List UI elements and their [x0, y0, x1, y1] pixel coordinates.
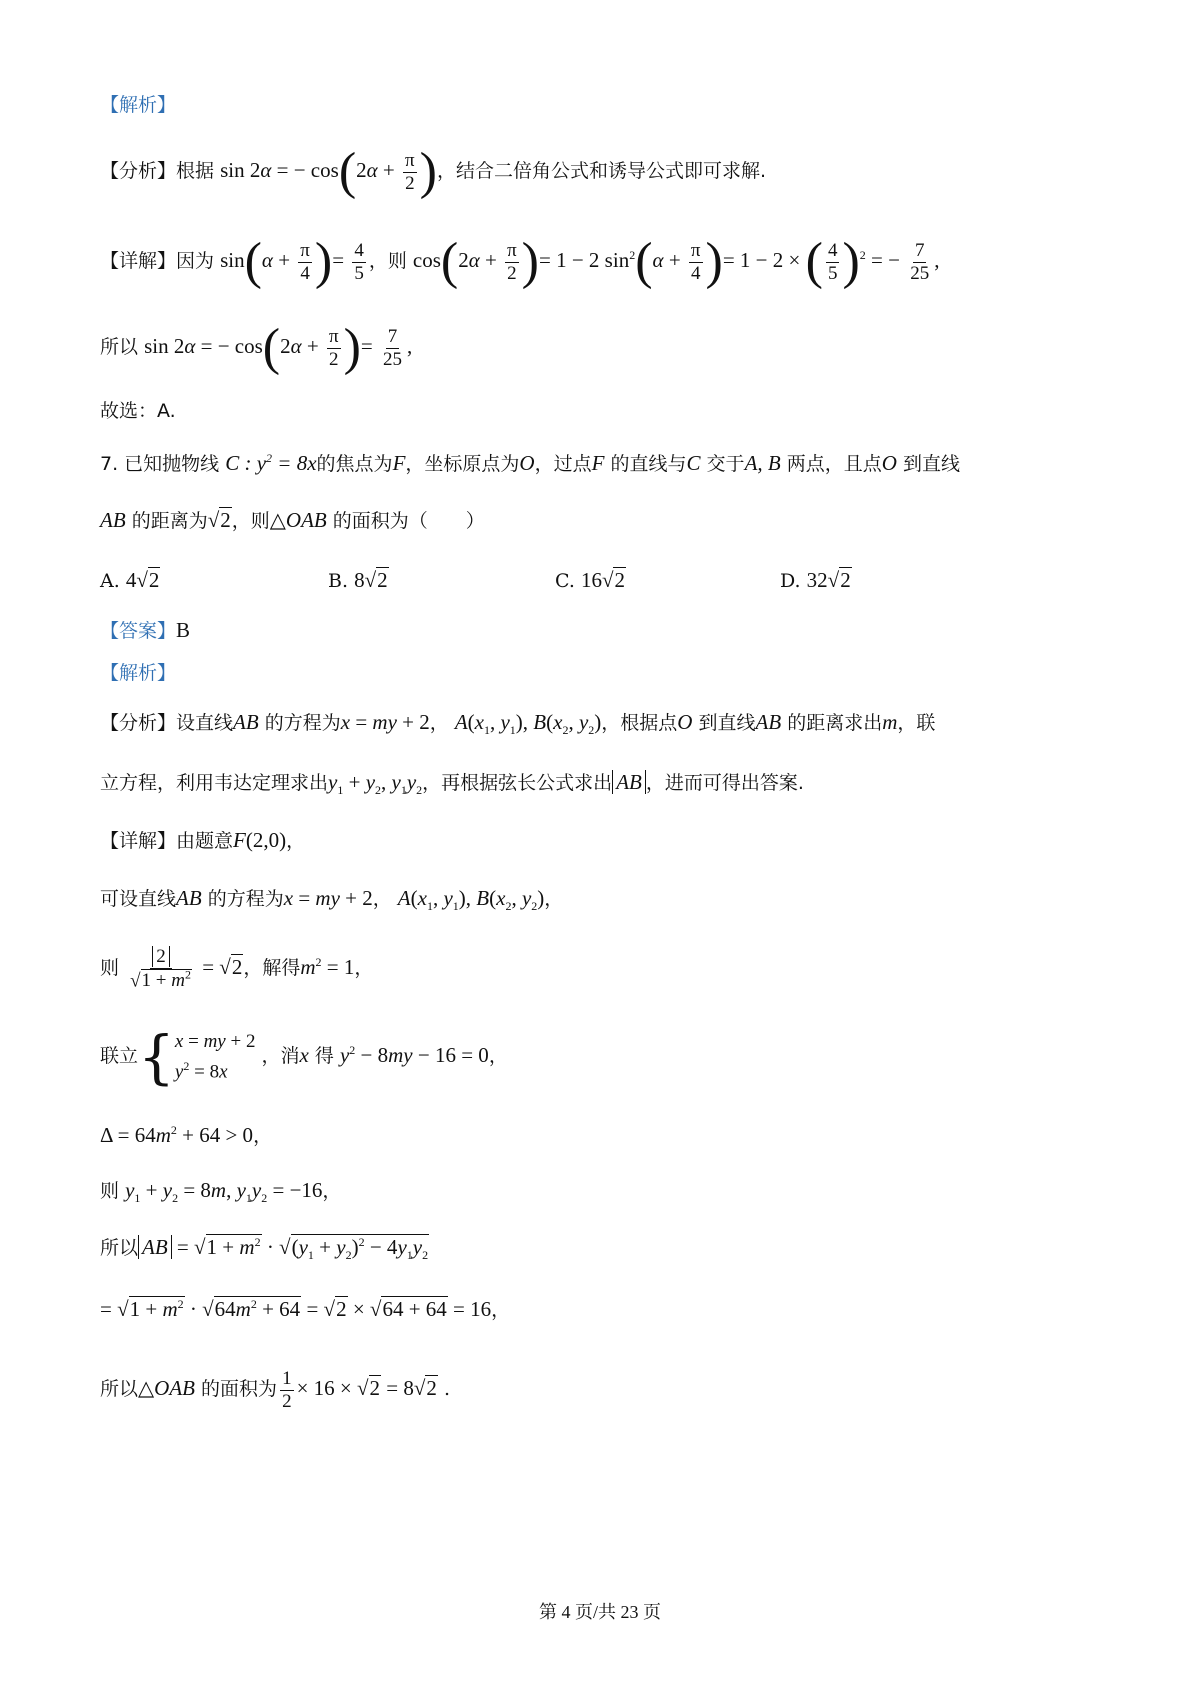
q7-daan-line [100, 620, 190, 641]
q6-fenxi-line: 【分析】根据 sin 2α = − cos(2α + $\frac{\pi}{2}$ )，结合二倍角公式和诱导公式即可求解. [100, 143, 766, 200]
q7-xiangjie-line5: $\Delta = 64m^2 + 64 > 0$， [100, 1123, 273, 1147]
q7-xiangjie-line1: 【详解】由题意F(2,0)， [100, 828, 306, 852]
q7-daan-tag: 【答案】 [100, 620, 177, 642]
q6-guxuan: 故选：A. [100, 400, 176, 422]
q6-xiangjie-line: 【详解】因为 sin(α + $\frac{\pi}{4}$ )= $\frac{4}{5}$ ，则 cos(2α + $\frac{\pi}{2}$ )= 1 − 2 $\sin^2(\alpha$ + $\frac{\pi}{4}$ )= 1 − 2 × ( $\frac{4}{5}$ )$^2$ = − $\frac{7}{25}$ , [100, 233, 940, 290]
formula: C : $y^2 = 8x$ [225, 451, 317, 475]
q7-xiangjie-line3: 则 $\frac{2}{√1 + m^2}$ = √2，解得$m^2 = 1$， [100, 946, 374, 992]
formula: sin 2α = − cos(2α + $\frac{\pi}{2}$ ) [220, 143, 437, 200]
formula: sin(α + $\frac{\pi}{4}$ )= $\frac{4}{5}$ [220, 233, 364, 290]
q7-xiangjie-line8: = $√1 + m^2 \cdot √64m^2 + 64 = √2 \times √64 + 64 = 16$， [100, 1297, 511, 1321]
page-footer: 第 4 页/共 23 页 [538, 1602, 661, 1622]
q6-suoyi-line: 所以 sin 2α = − cos(2α + $\frac{\pi}{2}$ )= $\frac{7}{25}$ , [100, 319, 413, 376]
option-b: B. 8√2 [328, 568, 388, 592]
q7-jiexi-tag: 【解析】 [100, 662, 177, 684]
q7-xiangjie-line6: 则 $y_1 + y_2 = 8m$, $y_1y_2 = -16$， [100, 1178, 342, 1206]
q6-fenxi-tag: 【分析】 [100, 159, 177, 182]
option-d: D. 32√2 [780, 568, 851, 592]
q7-xiangjie-line9: 所以△OAB 的面积为 $\frac{1}{2}$ × 16 × √2 = 8√2 . [100, 1368, 450, 1412]
formula: cos(2α + $\frac{\pi}{2}$ )= 1 − 2 $\sin^2(\alpha$ + $\frac{\pi}{4}$ )= 1 − 2 × ( $\frac{4}{5}$ )$^2$ = − $\frac{7}{25}$ , [412, 233, 940, 290]
q7-fenxi-line2: 立方程，利用韦达定理求出$y_1 + y_2$, $y_1y_2$，再根据弦长公式求出 AB ，进而可得出答案. [100, 770, 804, 798]
q7-xiangjie-line2: 可设直线AB 的方程为x = my + 2， $A(x_1$, $y_1$), $B(x_2$, $y_2$)， [100, 886, 564, 914]
option-a: A. 4√2 [100, 568, 160, 592]
q7-fenxi-line1: 【分析】设直线AB 的方程为x = my + 2， $A(x_1$, $y_1$), $B(x_2$, $y_2$)，根据点O 到直线AB 的距离求出m，联 [100, 710, 936, 738]
q7-stem-line2: AB 的距离为√2，则△OAB 的面积为（ ） [100, 508, 485, 532]
q7-xiangjie-line7: 所以 AB = $√1 + m^2 \cdot √(y_1 + y_2)^2 - 4y_1y_2$ [100, 1235, 429, 1263]
answer-value: B [176, 618, 191, 642]
formula: sin 2α = − cos(2α + $\frac{\pi}{2}$ )= $\frac{7}{25}$ , [144, 319, 413, 376]
q7-xiangjie-line4: 联立{ x = my + 2 $y^2 = 8x$ ，消x 得 $y^2 - 8my - 16 = 0$， [100, 1023, 508, 1092]
q7-stem-line1: 7. 已知抛物线 C : $y^2 = 8x$的焦点为F，坐标原点为O，过点F 的直线与C 交于A, B 两点，且点O 到直线 [100, 451, 961, 475]
option-c: C. 16√2 [555, 568, 625, 592]
q6-xiangjie-tag: 【详解】 [100, 249, 177, 272]
q6-jiexi-tag: 【解析】 [100, 94, 177, 116]
